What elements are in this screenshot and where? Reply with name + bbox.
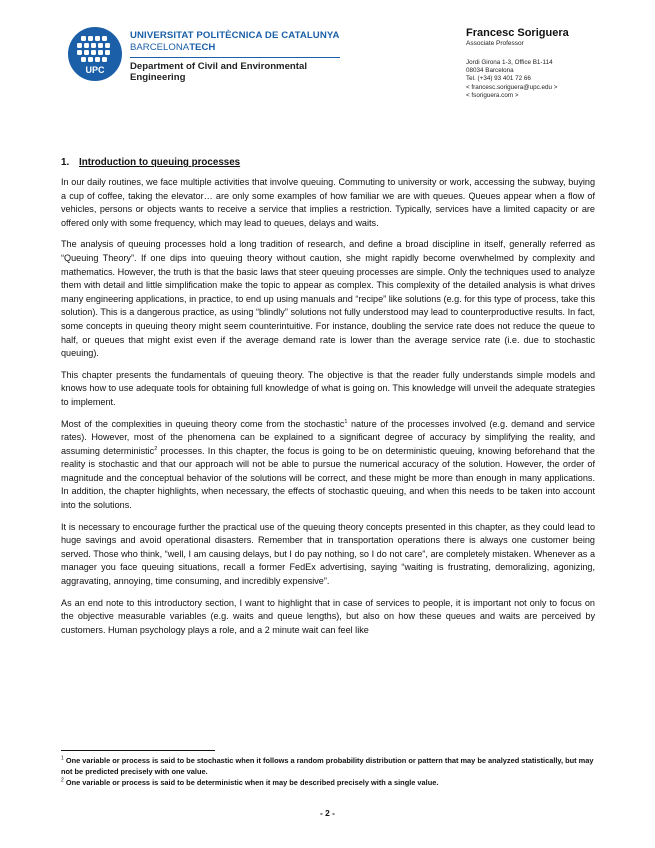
section-heading [61, 157, 595, 168]
page-number: - 2 - [320, 808, 335, 818]
contact-website[interactable]: < fsoriguera.com > [466, 91, 519, 99]
university-sub-a: BARCELONA [130, 42, 190, 53]
author-block [466, 27, 646, 100]
university-subtitle [130, 42, 390, 53]
footnote-divider [61, 750, 215, 751]
footnotes [61, 755, 595, 788]
page-header [0, 0, 655, 120]
author-name: Francesc Soriguera [466, 27, 569, 39]
paragraph-4 [61, 418, 595, 513]
contact-phone: Tel. (+34) 93 401 72 66 [466, 75, 531, 83]
paragraph-4-part-c: processes. In this chapter, the focus is going to be on deterministic queuing, knowing beforehand that the reality is stochastic and that our approach will not be able to pursue the numerical accuracy of the solution. However, the order of magnitude and the conceptual behavior of the solutions will be correct, and these might be more than enough in many applications. In addition, the chapter highlights, when necessary, the effects of stochastic queuing, and when this needs to be taken into account into the solutions. [61, 445, 595, 511]
section-number: 1. [61, 157, 70, 168]
paragraph-5: It is necessary to encourage further the practical use of the queuing theory concepts presented in this chapter, as they could lead to huge savings and avoid operational disasters. Remember that in transportation operations there is always one customer being served. Those who think, “well, I am causing delays, but I do pay nothing, so I do not care”, are completely mistaken. Whenever as a manager you face queuing situations, recall a former FedEx advertising, saying “waiting is frustrating, demoralizing, agonizing, aggravating, annoying, time consuming, and incredibly expensive”. [61, 521, 595, 587]
footnote-1-text: One variable or process is said to be stochastic when it follows a random probability distribution or pattern that may be analyzed statistically, but may not be predicted precisely with one value. [61, 756, 594, 776]
author-title: Associate Professor [466, 40, 524, 47]
contact-address: Jordi Girona 1-3, Office B1-114 [466, 59, 553, 66]
body-content [61, 157, 595, 645]
contact-city: 08034 Barcelona [466, 67, 514, 75]
footnote-ref-2[interactable]: 2 [154, 445, 158, 452]
paragraph-3: This chapter presents the fundamentals of queuing theory. The objective is that the reader fully understands simple models and knows how to use adequate tools for obtaining full knowledge of what is going on. This knowledge will unveil the adequate strategies to implement. [61, 369, 595, 407]
footnote-2 [61, 777, 595, 788]
university-block [130, 30, 390, 83]
footnote-2-text: One variable or process is said to be deterministic when it may be described precisely with a single value. [63, 778, 439, 787]
section-title: Introduction to queuing processes [79, 157, 241, 168]
footnote-1 [61, 755, 595, 777]
footnote-ref-1[interactable]: 1 [344, 418, 348, 425]
author-contact [466, 59, 646, 100]
department-name: Department of Civil and Environmental Engineering [130, 61, 307, 83]
university-name: UNIVERSITAT POLITÈCNICA DE CATALUNYA [130, 30, 340, 41]
header-divider [130, 57, 340, 58]
paragraph-4-part-b: nature of the processes involved (e.g. demand and service rates). However, most of the phenomena can be explained to a significant degree of accuracy by simplifying the reality, and assuming deterministic [61, 418, 595, 456]
logo-text: UPC [85, 65, 105, 75]
university-sub-b: TECH [189, 42, 216, 53]
footnote-1-mark: 1 [61, 755, 64, 762]
paragraph-2: The analysis of queuing processes hold a long tradition of research, and define a broad discipline in itself, generally referred as “Queuing Theory”. If one dips into queuing theory without caution, she might rapidly become overwhelmed by complexity and mathematics. However, the truth is that the basic laws that steer queuing processes are simple. Only the techniques used to analyze them with detail and little simplification make the topic to appear as complex. This complexity of the detailed analysis is what drives many engineering applications, in practice, to end up using manuals and “recipe” like solutions (e.g. for this type of process, take this solution). This is a dangerous practice, as using “blindly” solutions not fully understood may lead to counterproductive results. In fact, some concepts in queuing theory might seem counterintuitive. For instance, doubling the service rate does not reduce the queue to half, or queues that might exist even if the average demand rate is lower than the average service rate (i.e. due to stochastic queuing). [61, 239, 595, 359]
paragraph-4-part-a: Most of the complexities in queuing theory come from the stochastic [61, 418, 345, 429]
contact-email[interactable]: < francesc.soriguera@upc.edu > [466, 83, 558, 91]
footnote-2-mark: 2 [61, 777, 64, 784]
paragraph-1: In our daily routines, we face multiple activities that involve queuing. Commuting to university or work, accessing the subway, buying a cup of coffee, taking the elevator… are only some examples of how familiar we are with queues. Queues appear when a flow of vehicles, persons or objects wants to receive a service that implies a restriction. Typically, services have a limited capacity or are offered only with some frequency, which may lead to queues, delays and waits. [61, 177, 595, 228]
paragraph-6: As an end note to this introductory section, I want to highlight that in case of services to people, it is important not only to focus on the objective measurable variables (e.g. waits and queue lengths), but also on how these queues and waits are perceived by customers. Human psychology plays a role, and a 2 minute wait can feel like [61, 597, 595, 635]
upc-logo [68, 27, 122, 81]
